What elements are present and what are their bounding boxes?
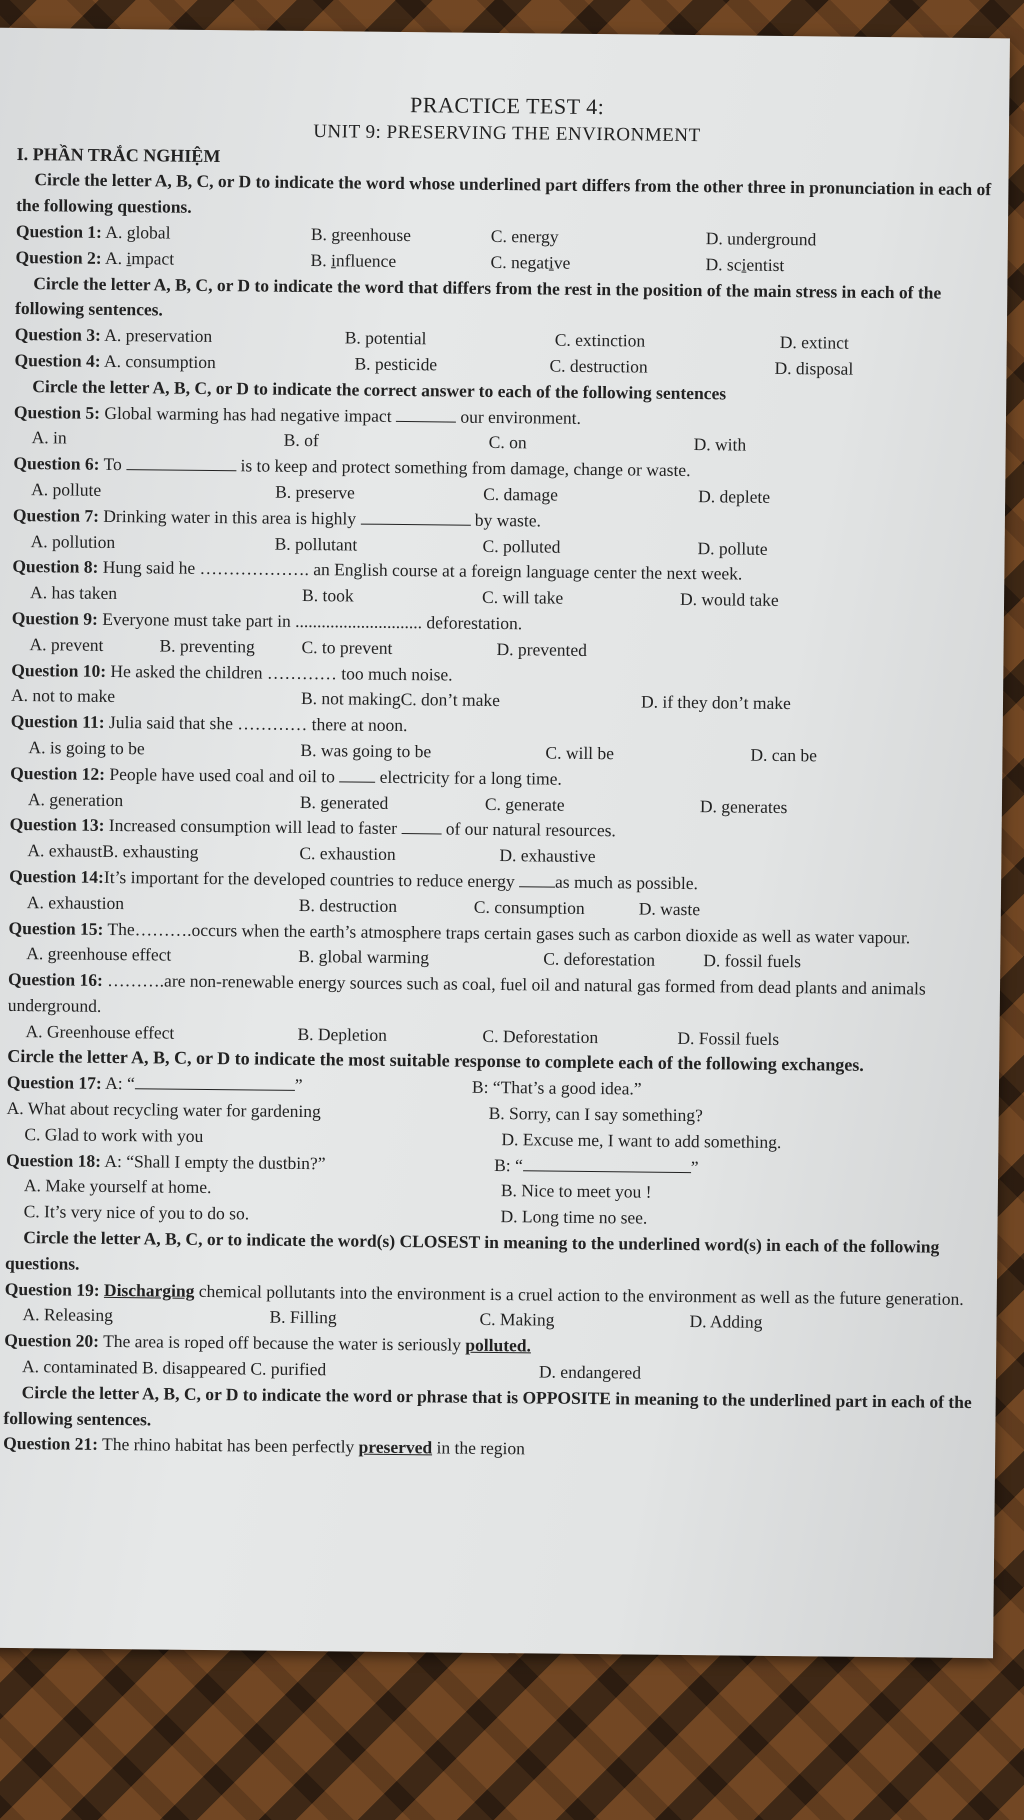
answer-blank — [339, 765, 375, 782]
question-label: Question 20: — [4, 1330, 100, 1352]
option-a-b: A. exhaustB. exhausting — [27, 840, 199, 863]
instruction-exchanges: Circle the letter A, B, C, or D to indicate the most suitable response to complete each of the following exchanges. — [7, 1046, 864, 1076]
option-c: C. consumption — [473, 896, 585, 918]
answer-blank — [519, 870, 555, 887]
option-c: C. It’s very nice of you to do so. — [23, 1201, 250, 1224]
question-label: Question 16: — [7, 969, 103, 990]
option-c: C. will be — [545, 742, 615, 764]
option-c: C. to prevent — [301, 636, 393, 658]
instruction-opposite: Circle the letter A, B, C, or D to indicate the word or phrase that is OPPOSITE in meaning to the underlined part in each of the following sentences. — [3, 1381, 972, 1430]
question-7: Question 7: Drinking water in this area is highly by waste. — [12, 504, 542, 531]
question-5: Question 5: Global warming has had negative impact our environment. — [13, 401, 582, 428]
option-d: D. deplete — [698, 486, 771, 507]
instruction-closest: Circle the letter A, B, C, or to indicate the word(s) CLOSEST in meaning to the underlined word(s) in each of the following questions. — [4, 1227, 940, 1274]
question-label: Question 15: — [8, 917, 104, 939]
question-label: Question 1: — [15, 220, 103, 242]
option-d: D. underground — [705, 228, 817, 250]
option-b: B. potential — [344, 327, 427, 349]
question-label: Question 8: — [12, 556, 99, 578]
option-a: A. has taken — [30, 582, 118, 604]
option-d: D. pollute — [697, 537, 768, 559]
option-b: B. influence — [310, 249, 397, 271]
question-16: Question 16: ……….are non-renewable energy sources such as coal, fuel oil and natural gas formed from dead plants and animals underground. — [7, 969, 926, 1016]
option-a: A. greenhouse effect — [26, 943, 172, 965]
option-a: A. is going to be — [28, 737, 145, 759]
speaker-b-line: B: “That’s a good idea.” — [471, 1077, 642, 1099]
option-b: B. global warming — [298, 946, 430, 968]
option-c: C. damage — [483, 483, 559, 505]
answer-blank — [396, 405, 456, 423]
option-c: C. generate — [484, 793, 565, 815]
option-c: C. destruction — [549, 355, 648, 377]
page-subtitle: UNIT 9: PRESERVING THE ENVIRONMENT — [313, 120, 701, 146]
option-b: B. Nice to meet you ! — [500, 1180, 652, 1203]
option-c: C. Glad to work with you — [24, 1123, 204, 1146]
section-heading: I. PHẦN TRẮC NGHIỆM — [16, 143, 221, 166]
option-c: C. deforestation — [543, 948, 656, 970]
option-a: A. prevent — [29, 633, 104, 655]
option-d: D. with — [693, 434, 747, 455]
option-a: A. pollute — [31, 479, 102, 500]
option-c: C. Deforestation — [482, 1025, 599, 1047]
option-d: D. generates — [699, 795, 788, 817]
option-b-c: B. not makingC. don’t make — [300, 688, 501, 711]
option-d: D. Adding — [689, 1311, 763, 1333]
question-10: Question 10: He asked the children ………… too much noise. — [11, 659, 453, 685]
question-20: Question 20: The area is roped off because the water is seriously polluted. — [4, 1330, 532, 1356]
question-label: Question 3: — [14, 324, 101, 346]
option-c: C. on — [488, 432, 527, 453]
question-label: Question 6: — [13, 453, 100, 474]
option-d: D. fossil fuels — [703, 950, 802, 972]
option-d: D. Excuse me, I want to add something. — [501, 1128, 782, 1152]
option-b: B. preventing — [159, 635, 255, 657]
option-d: D. can be — [750, 744, 818, 766]
question-label: Question 10: — [11, 659, 107, 681]
worksheet-paper — [0, 28, 1010, 1658]
underlined-word: Discharging — [103, 1279, 195, 1301]
option-a: A. impact — [105, 247, 175, 269]
option-d: D. if they don’t make — [640, 691, 791, 714]
question-21: Question 21: The rhino habitat has been perfectly preserved in the region — [3, 1433, 526, 1459]
option-a: A. What about recycling water for gardening — [6, 1097, 321, 1122]
question-label: Question 12: — [10, 762, 106, 784]
underlined-word: preserved — [358, 1437, 433, 1458]
option-d: D. extinct — [779, 332, 849, 353]
answer-blank — [523, 1154, 691, 1173]
question-14: Question 14:It’s important for the developed countries to reduce energy as much as possible. — [9, 865, 699, 894]
option-b: B. took — [301, 585, 354, 606]
option-a: A. pollution — [30, 530, 116, 552]
question-15: Question 15: The……….occurs when the earth’s atmosphere traps certain gases such as carbon dioxide as well as water vapour. — [8, 917, 911, 947]
option-a: A. Greenhouse effect — [25, 1020, 175, 1043]
option-b: B. pollutant — [274, 533, 358, 555]
option-d: D. disposal — [774, 357, 854, 379]
option-c: C. energy — [490, 225, 559, 247]
option-a: A. consumption — [103, 350, 216, 373]
option-a: A. preservation — [104, 325, 213, 347]
question-18: Question 18: A: “Shall I empty the dustbin?” B: “ ” — [6, 1149, 699, 1177]
instruction-pronunciation: Circle the letter A, B, C, or D to indicate the word whose underlined part differs from the other three in pronunciation in each of the following questions. — [16, 169, 992, 217]
option-b: B. of — [283, 430, 319, 451]
option-a: A. in — [31, 427, 67, 448]
option-d: D. endangered — [538, 1361, 642, 1383]
question-13: Question 13: Increased consumption will lead to faster of our natural resources. — [9, 814, 616, 841]
option-c: C. negative — [490, 251, 571, 273]
answer-blank — [401, 817, 441, 834]
question-label: Question 17: — [6, 1072, 102, 1094]
question-label: Question 14: — [9, 865, 105, 887]
option-b: B. generated — [299, 791, 389, 813]
option-b: B. destruction — [298, 894, 398, 916]
option-d: D. exhaustive — [499, 845, 596, 867]
option-c: C. extinction — [554, 329, 646, 351]
question-6: Question 6: To is to keep and protect something from damage, change or waste. — [13, 453, 691, 481]
option-c: C. polluted — [482, 535, 561, 557]
option-a: A. exhaustion — [26, 891, 125, 913]
underlined-word: polluted. — [465, 1334, 532, 1356]
question-9: Question 9: Everyone must take part in ............................. deforestation. — [11, 607, 523, 634]
option-a: A. Releasing — [22, 1304, 114, 1326]
question-17: Question 17: A: “ ” B: “That’s a good idea.” — [7, 1070, 987, 1106]
question-label: Question 11: — [10, 711, 105, 733]
option-a: A. Make yourself at home. — [23, 1175, 212, 1198]
question-12: Question 12: People have used coal and oil to electricity for a long time. — [10, 762, 562, 789]
question-11: Question 11: Julia said that she ………… there at noon. — [10, 711, 408, 736]
question-8: Question 8: Hung said he ………………. an English course at a foreign language center the next week. — [12, 556, 743, 584]
option-a-b-c: A. contaminated B. disappeared C. purified — [21, 1356, 327, 1380]
option-b: B. Depletion — [297, 1023, 388, 1045]
question-label: Question 19: — [4, 1278, 100, 1300]
question-label: Question 7: — [12, 504, 100, 526]
answer-blank — [126, 453, 236, 471]
question-19: Question 19: Discharging chemical pollutants into the environment is a cruel action to the environment as well as the future generation. — [4, 1278, 964, 1309]
option-d: D. Fossil fuels — [677, 1027, 780, 1049]
option-d: D. prevented — [496, 638, 588, 660]
question-label: Question 21: — [3, 1433, 99, 1455]
option-b: B. Sorry, can I say something? — [488, 1103, 703, 1126]
option-b: B. preserve — [275, 481, 355, 503]
question-label: Question 9: — [11, 607, 99, 629]
option-b: B. greenhouse — [310, 224, 412, 246]
question-label: Question 2: — [15, 246, 102, 268]
worksheet-content — [3, 88, 997, 1467]
question-label: Question 18: — [6, 1149, 102, 1171]
option-d: D. Long time no see. — [500, 1206, 648, 1228]
question-label: Question 5: — [13, 401, 101, 423]
option-a: A. not to make — [10, 685, 116, 707]
option-a: A. generation — [27, 788, 124, 810]
option-c: C. will take — [481, 586, 564, 608]
option-b: B. was going to be — [300, 739, 432, 762]
instruction-correct-answer: Circle the letter A, B, C, or D to indicate the correct answer to each of the following sentences — [32, 375, 727, 404]
option-b: B. pesticide — [354, 353, 438, 375]
answer-blank — [360, 507, 470, 525]
option-d: D. would take — [679, 589, 779, 611]
option-d: D. waste — [638, 898, 701, 919]
option-c: C. exhaustion — [299, 843, 396, 865]
instruction-stress: Circle the letter A, B, C, or D to indicate the word that differs from the rest in the position of the main stress in each of the following sentences. — [14, 272, 942, 320]
option-b: B. Filling — [269, 1307, 337, 1328]
page-title: PRACTICE TEST 4: — [410, 92, 605, 120]
option-d: D. scientist — [705, 253, 785, 275]
option-c: C. Making — [479, 1309, 555, 1331]
option-a: A. global — [105, 221, 171, 243]
question-label: Question 13: — [9, 814, 105, 836]
question-label: Question 4: — [14, 349, 101, 371]
